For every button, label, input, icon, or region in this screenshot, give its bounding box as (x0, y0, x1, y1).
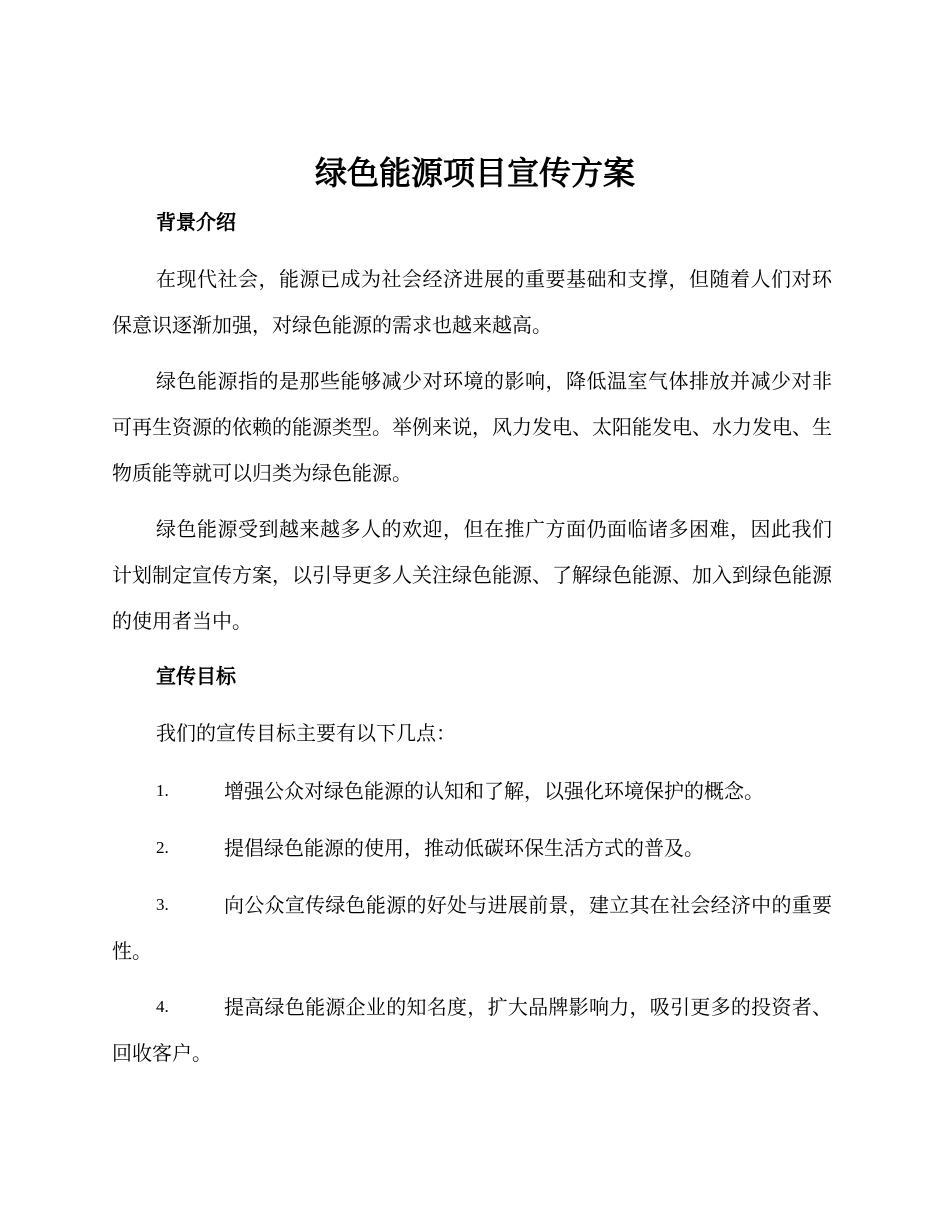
paragraph-background-1: 在现代社会，能源已成为社会经济进展的重要基础和支撑，但随着人们对环保意识逐渐加强，对绿色能源的需求也越来越高。 (112, 267, 832, 337)
document-title: 绿色能源项目宣传方案 (314, 154, 635, 192)
list-item (112, 768, 832, 814)
list-item-number: 4. (156, 997, 169, 1016)
list-item-number: 1. (156, 781, 169, 800)
list-item-text: 向公众宣传绿色能源的好处与进展前景，建立其在社会经济中的重要性。 (112, 893, 832, 963)
list-item-text: 增强公众对绿色能源的认知和了解，以强化环境保护的概念。 (224, 779, 764, 803)
section-heading-background: 背景介绍 (156, 210, 236, 234)
list-item-number: 2. (156, 838, 169, 857)
paragraph-background-2: 绿色能源指的是那些能够减少对环境的影响，降低温室气体排放并减少对非可再生资源的依赖的能源类型。举例来说，风力发电、太阳能发电、水力发电、生物质能等就可以归类为绿色能源。 (112, 369, 832, 485)
section-heading-goals: 宣传目标 (156, 664, 236, 688)
list-item (112, 984, 832, 1076)
list-item (112, 882, 832, 974)
list-item-text: 提高绿色能源企业的知名度，扩大品牌影响力，吸引更多的投资者、回收客户。 (112, 995, 832, 1065)
list-item (112, 825, 832, 871)
list-item-text: 提倡绿色能源的使用，推动低碳环保生活方式的普及。 (224, 836, 704, 860)
list-item-number: 3. (156, 895, 169, 914)
paragraph-goals-intro: 我们的宣传目标主要有以下几点： (156, 721, 456, 745)
paragraph-background-3: 绿色能源受到越来越多人的欢迎，但在推广方面仍面临诸多困难，因此我们计划制定宣传方案，以引导更多人关注绿色能源、了解绿色能源、加入到绿色能源的使用者当中。 (112, 517, 832, 633)
